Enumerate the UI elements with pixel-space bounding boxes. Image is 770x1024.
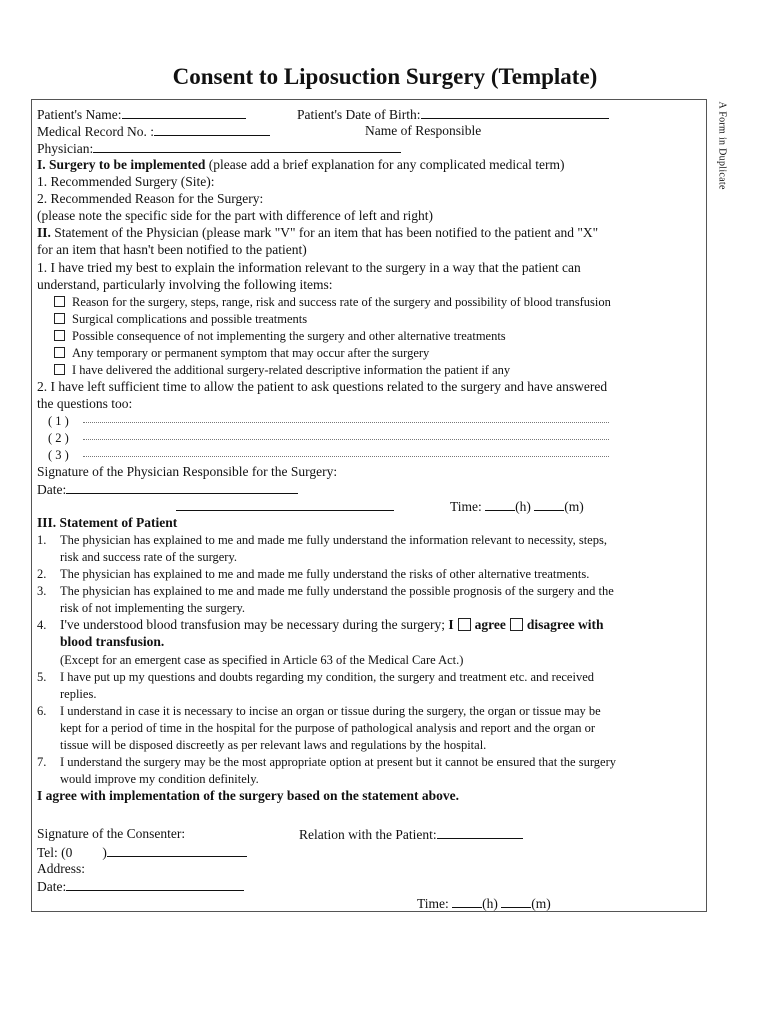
- check-item: [54, 294, 611, 310]
- minute-field[interactable]: [534, 498, 564, 511]
- side-note: [712, 102, 730, 232]
- statement-2-line1: [37, 566, 589, 582]
- physician-signature-label: Signature of the Physician Responsible for the Surgery:: [37, 464, 338, 479]
- statement-num: 3.: [37, 584, 47, 598]
- statement-text: I've understood blood transfusion may be necessary during the surgery;: [60, 617, 445, 632]
- statement-7-line1: [37, 754, 616, 770]
- statement-4-line2: blood transfusion.: [60, 634, 165, 649]
- check-item: [54, 362, 510, 378]
- check-item-label: Surgical complications and possible treatments: [72, 312, 308, 326]
- section2-heading-text: Statement of the Physician (please mark "V" for an item that has been notified to the patient and "X": [50, 225, 599, 240]
- checkbox[interactable]: [54, 296, 65, 307]
- time-label: Time:: [417, 896, 449, 911]
- hour-unit: (h): [515, 499, 531, 514]
- section2-item2-line2: the questions too:: [37, 396, 133, 411]
- statement-3-line2: risk of not implementing the surgery.: [60, 601, 246, 615]
- check-item: [54, 328, 506, 344]
- patient-name-row: [37, 106, 246, 123]
- physician-date-label: Date:: [37, 482, 67, 497]
- section1-note: (please note the specific side for the part with difference of left and right): [37, 208, 433, 223]
- statement-5-line2: replies.: [60, 687, 97, 701]
- dob-label: Patient's Date of Birth:: [297, 107, 421, 122]
- physician-sign-line: [176, 498, 394, 515]
- record-row: [37, 123, 270, 140]
- agree-statement: I agree with implementation of the surgery based on the statement above.: [37, 788, 459, 803]
- statement-num: 4.: [37, 618, 47, 632]
- transfusion-i: I: [448, 617, 454, 632]
- time-label: Time:: [450, 499, 482, 514]
- section1-heading-row: [37, 157, 564, 173]
- page-title: Consent to Liposuction Surgery (Template): [172, 64, 598, 89]
- section2-heading-row: [37, 225, 598, 241]
- statement-num: 5.: [37, 670, 47, 684]
- statement-5-line1: [37, 669, 594, 685]
- consenter-date-field[interactable]: [66, 878, 244, 891]
- physician-date-field[interactable]: [66, 481, 298, 494]
- statement-num: 7.: [37, 755, 47, 769]
- check-item-label: I have delivered the additional surgery-related descriptive information the patient if any: [72, 363, 511, 377]
- minute-field[interactable]: [501, 895, 531, 908]
- statement-4-note: (Except for an emergent case as specified in Article 63 of the Medical Care Act.): [60, 653, 464, 667]
- statement-4-line1: [37, 617, 603, 633]
- section3-heading: III. Statement of Patient: [37, 515, 178, 530]
- statement-text: The physician has explained to me and made me fully understand the possible prognosis of the surgery and the: [60, 584, 614, 598]
- consenter-date-label: Date:: [37, 879, 67, 894]
- physician-label: Physician:: [37, 141, 94, 156]
- record-no-label: Medical Record No. :: [37, 124, 154, 139]
- section1-heading-note: (please add a brief explanation for any complicated medical term): [205, 157, 565, 172]
- physician-field[interactable]: [93, 140, 401, 153]
- section1-item1: 1. Recommended Surgery (Site):: [37, 174, 215, 189]
- statement-text: The physician has explained to me and made me fully understand the risks of other alternative treatments.: [60, 567, 590, 581]
- question-field[interactable]: [83, 456, 609, 457]
- statement-num: 2.: [37, 567, 47, 581]
- relation-row: [299, 826, 523, 843]
- agree-checkbox[interactable]: [458, 618, 471, 631]
- section1-heading: I. Surgery to be implemented: [37, 157, 206, 172]
- section2-item1-line2: understand, particularly involving the following items:: [37, 277, 333, 292]
- question-row-1: [48, 413, 618, 429]
- disagree-label: disagree with: [526, 617, 604, 632]
- question-field[interactable]: [83, 422, 609, 423]
- patient-name-label: Patient's Name:: [37, 107, 122, 122]
- statement-text: I have put up my questions and doubts regarding my condition, the surgery and treatment etc. and received: [60, 670, 594, 684]
- checkbox[interactable]: [54, 364, 65, 375]
- dob-field[interactable]: [421, 106, 609, 119]
- relation-field[interactable]: [437, 826, 523, 839]
- checkbox[interactable]: [54, 313, 65, 324]
- physician-row: [37, 140, 401, 157]
- statement-7-line2: would improve my condition definitely.: [60, 772, 259, 786]
- hour-unit: (h): [482, 896, 498, 911]
- statement-text: The physician has explained to me and made me fully understand the information relevant to necessity, steps,: [60, 533, 607, 547]
- tel-field[interactable]: [107, 844, 247, 857]
- consenter-time-row: [417, 895, 551, 912]
- relation-label: Relation with the Patient:: [299, 827, 437, 842]
- question-label: ( 1 ): [48, 414, 69, 428]
- consenter-date-row: [37, 878, 244, 895]
- section2-heading-line2: for an item that hasn't been notified to the patient): [37, 242, 307, 257]
- physician-signature-field[interactable]: [176, 498, 394, 511]
- question-label: ( 2 ): [48, 431, 69, 445]
- responsible-label: Name of Responsible: [365, 123, 482, 138]
- disagree-checkbox[interactable]: [510, 618, 523, 631]
- section2-item1-line1: 1. I have tried my best to explain the information relevant to the surgery in a way that the patient can: [37, 260, 581, 275]
- statement-text: I understand in case it is necessary to incise an organ or tissue during the surgery, the organ or tissue may be: [60, 704, 601, 718]
- tel-close: ): [102, 845, 107, 860]
- statement-num: 1.: [37, 533, 47, 547]
- patient-name-field[interactable]: [122, 106, 246, 119]
- check-item: [54, 345, 429, 361]
- physician-date-row: [37, 481, 298, 498]
- check-item-label: Any temporary or permanent symptom that may occur after the surgery: [72, 346, 430, 360]
- side-note-text: A Form in Duplicate: [716, 101, 728, 190]
- hour-field[interactable]: [452, 895, 482, 908]
- question-field[interactable]: [83, 439, 609, 440]
- question-label: ( 3 ): [48, 448, 69, 462]
- statement-6-line3: tissue will be disposed discreetly as per relevant laws and regulations by the hospital.: [60, 738, 487, 752]
- section2-item2-line1: 2. I have left sufficient time to allow the patient to ask questions related to the surgery and have answered: [37, 379, 608, 394]
- statement-1-line2: risk and success rate of the surgery.: [60, 550, 238, 564]
- tel-row: [37, 844, 247, 861]
- minute-unit: (m): [531, 896, 551, 911]
- check-item-label: Reason for the surgery, steps, range, risk and success rate of the surgery and possibility of blood transfusion: [72, 295, 611, 309]
- statement-6-line1: [37, 703, 601, 719]
- statement-1-line1: [37, 532, 607, 548]
- hour-field[interactable]: [485, 498, 515, 511]
- statement-num: 6.: [37, 704, 47, 718]
- statement-6-line2: kept for a period of time in the hospital for the purpose of pathological analysis and report and the organ or: [60, 721, 596, 735]
- address-label: Address:: [37, 861, 85, 876]
- consenter-signature-label: Signature of the Consenter:: [37, 826, 186, 841]
- statement-text: I understand the surgery may be the most appropriate option at present but it cannot be ensured that the surgery: [60, 755, 616, 769]
- question-row-3: [48, 447, 618, 463]
- section1-item2: 2. Recommended Reason for the Surgery:: [37, 191, 264, 206]
- checkbox[interactable]: [54, 347, 65, 358]
- question-row-2: [48, 430, 618, 446]
- dob-row: [297, 106, 609, 123]
- check-item: [54, 311, 307, 327]
- tel-label: Tel: (0: [37, 845, 73, 860]
- physician-time-row: [450, 498, 584, 515]
- checkbox[interactable]: [54, 330, 65, 341]
- record-no-field[interactable]: [154, 123, 270, 136]
- statement-3-line1: [37, 583, 614, 599]
- section2-heading: II.: [37, 225, 51, 240]
- check-item-label: Possible consequence of not implementing the surgery and other alternative treatments: [72, 329, 506, 343]
- minute-unit: (m): [564, 499, 584, 514]
- agree-label: agree: [474, 617, 506, 632]
